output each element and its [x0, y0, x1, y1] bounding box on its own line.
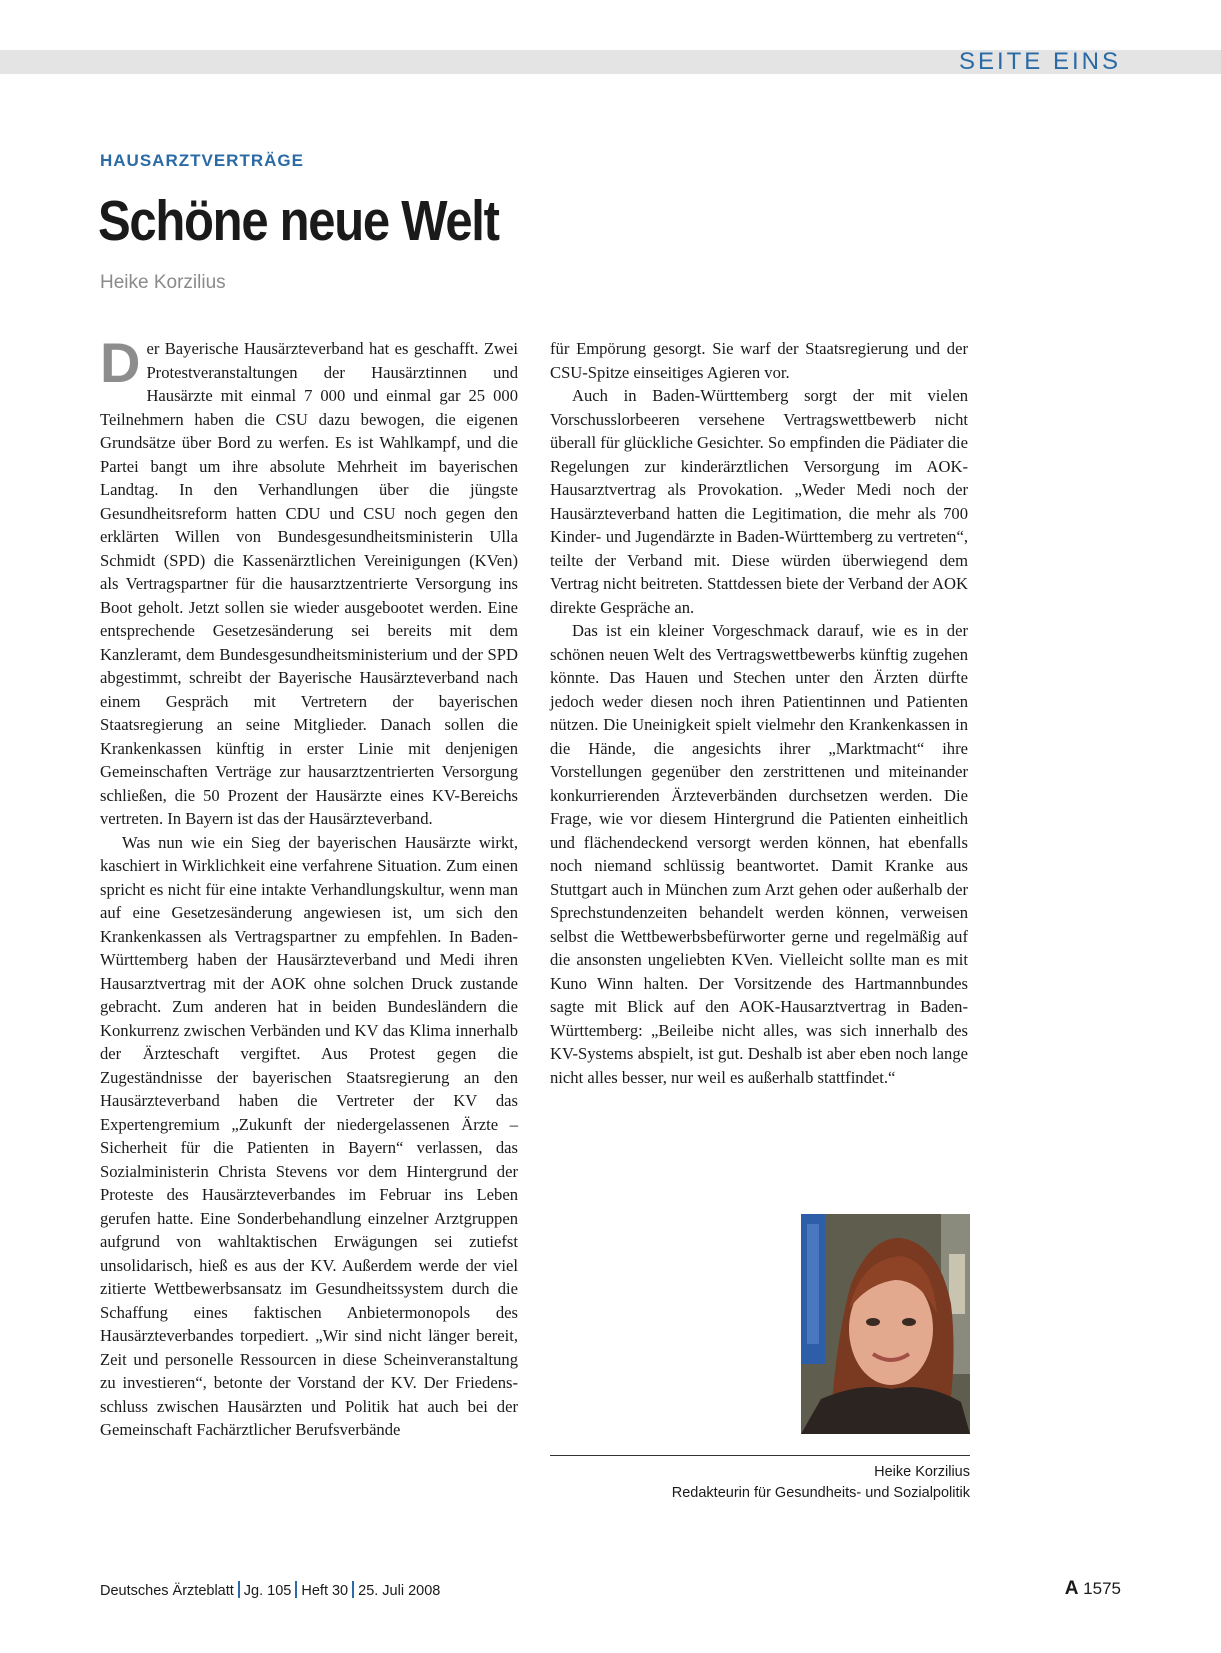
footer-publication: Deutsches Ärzteblatt: [100, 1583, 234, 1599]
article-kicker: HAUSARZTVERTRÄGE: [100, 151, 304, 170]
paragraph-3: für Empörung gesorgt. Sie warf der Staatsregierung und der CSU-Spitze einseitiges Agieren vor.: [550, 339, 968, 382]
footer-separator: [238, 1581, 240, 1598]
footer-separator: [295, 1581, 297, 1598]
caption-role: Redakteurin für Gesundheits- und Sozialpolitik: [671, 1485, 970, 1501]
footer-separator: [352, 1581, 354, 1598]
caption-name: Heike Korzilius: [874, 1464, 970, 1480]
footer-volume: Jg. 105: [243, 1583, 292, 1599]
portrait-caption: [672, 1462, 970, 1504]
paragraph-4: Auch in Baden-Württemberg sorgt der mit vielen Vorschusslorbeeren versehene Vertragswettbewerb nicht überall für glückliche Gesichter. So empfinden die Pädiater die Regelungen zur kinderärztlichen Versorgung im AOK-Hausarztvertrag als Provokation. „Weder Medi noch der Hausärzteverband hatten die Legitimation, die mehr als 700 Kinder- und Jugendärzte in Baden-Württemberg zu vertreten“, teilte der Verband mit. Diese würden überwiegend dem Vertrag nicht beitreten. Stattdessen biete der Verband der AOK direkte Gespräche an.: [550, 386, 968, 617]
caption-divider: [550, 1455, 970, 1456]
page-footer: [100, 1581, 440, 1599]
footer-date: 25. Juli 2008: [358, 1583, 441, 1599]
article-title: Schöne neue Welt: [98, 189, 499, 253]
author-portrait: [801, 1214, 970, 1434]
article-column-right: [550, 337, 968, 1089]
paragraph-1: [100, 331, 518, 831]
page-prefix: A: [1064, 1578, 1079, 1599]
footer-issue: Heft 30: [301, 1583, 349, 1599]
paragraph-1-text: er Bayerische Hausärzteverband hat es geschafft. Zwei Protestveranstaltungen der Hausärztinnen und Hausärzte mit einmal 7 000 und einmal gar 25 000 Teilnehmern haben die CSU dazu bewogen, die eigenen Grundsätze über Bord zu werfen. Es ist Wahlkampf, und die Partei bangt um ihre absolute Mehrheit im bayerischen Landtag. In den Verhandlungen über die jüngste Gesundheitsreform hatten CDU und CSU noch gegen den erklärten Willen von Bundesgesundheitsministerin Ulla Schmidt (SPD) die Kassenärztlichen Vereinigungen (KVen) als Vertragspartner für die hausarztzentrierte Versorgung ins Boot geholt. Jetzt sollen sie wieder ausgebootet werden. Eine entsprechende Gesetzesänderung sei bereits mit dem Kanzleramt, dem Bundesgesundheitsministerium und der SPD abgestimmt, schreibt der Bayerische Hausärzteverband nach einem Gespräch mit Vertretern der bayerischen Staatsregierung an seine Mitglieder. Danach sollen die Krankenkassen künftig in erster Linie mit denjenigen Gemeinschaften Verträge zur hausarztzentrierten Versorgung schließen, die 50 Prozent der Hausärzte eines KV-Bereichs vertreten. In Bayern ist das der Hausärzteverband.: [100, 339, 518, 828]
section-label: SEITE EINS: [958, 48, 1121, 75]
paragraph-5: Das ist ein kleiner Vorgeschmack darauf, wie es in der schönen neuen Welt des Vertragswettbewerbs künftig zugehen könnte. Das Hauen und Stechen unter den Ärzten dürfte jedoch weder diesen noch ihren Patientinnen und Patienten nützen. Die Uneinigkeit spielt vielmehr den Krankenkassen in die Hände, die angesichts ihrer „Marktmacht“ ihre Vorstellungen gegenüber den zerstrittenen und miteinander konkurrierenden Ärzteverbänden durchsetzen werden. Die Frage, wie vor diesem Hintergrund die Patienten einheitlich und flächendeckend versorgt werden können, hat ebenfalls noch niemand schlüssig beantwortet. Damit Kranke aus Stuttgart auch in München zum Arzt gehen oder außerhalb der Sprechstundenzeiten behandelt werden können, verweisen selbst die Wettbewerbsbefürworter gerne und regelmäßig auf die ansonsten ungeliebten KVen. Vielleicht sollte man es mit Kuno Winn halten. Der Vorsitzende des Hartmannbundes sagte mit Blick auf den AOK-Hausarztvertrag in Baden-Württemberg: „Beileibe nicht alles, was sich innerhalb des KV-Systems abspielt, ist gut. Deshalb ist aber eben noch lange nicht alles besser, nur weil es außerhalb stattfindet.“: [550, 621, 968, 1087]
article-column-left: [100, 331, 518, 1442]
page-number: [1065, 1578, 1121, 1600]
author-portrait-image: [801, 1214, 970, 1434]
paragraph-2: Was nun wie ein Sieg der bayerischen Hausärzte wirkt, kaschiert in Wirklichkeit eine verfahrene Situation. Zum einen spricht es nicht für eine intakte Verhandlungskultur, wenn man auf eine Gesetzesänderung angewiesen ist, um sich den Krankenkassen als Vertragspartner zu empfehlen. In Baden-Württemberg haben der Hausärzteverband und Medi ihren Hausarztvertrag mit der AOK ohne solchen Druck zustande gebracht. Zum anderen hat in beiden Bundesländern die Konkurrenz zwischen Verbänden und KV das Klima innerhalb der Ärzteschaft vergiftet. Aus Protest gegen die Zugeständnisse der bayerischen Staatsregierung an den Hausärzteverband haben die Vertreter der KV das Expertengremium „Zukunft der niedergelassenen Ärzte – Sicherheit für die Patienten in Bayern“ verlassen, das Sozialministerin Christa Stevens vor dem Hintergrund der Proteste des Hausärzteverbandes im Februar ins Leben gerufen hatte. Eine Sonderbehandlung einzelner Arztgruppen aufgrund von wahltaktischen Erwägungen sei zutiefst unsolidarisch, hieß es aus der KV. Außerdem werde der viel zitierte Wettbewerbsansatz im Gesundheitssystem durch die Schaffung eines faktischen Anbietermonopols des Hausärzteverbandes torpediert. „Wir sind nicht länger bereit, Zeit und personelle Ressourcen in diese Scheinveranstaltung zu investieren“, betonte der Vorstand der KV. Der Friedensschluss zwischen Hausärzten und Politik hat auch bei der Gemeinschaft Fachärztlicher Berufsverbände: [100, 832, 518, 1439]
article-byline: Heike Korzilius: [100, 272, 226, 293]
drop-cap: D: [100, 331, 141, 394]
page-number-value: 1575: [1083, 1579, 1121, 1598]
